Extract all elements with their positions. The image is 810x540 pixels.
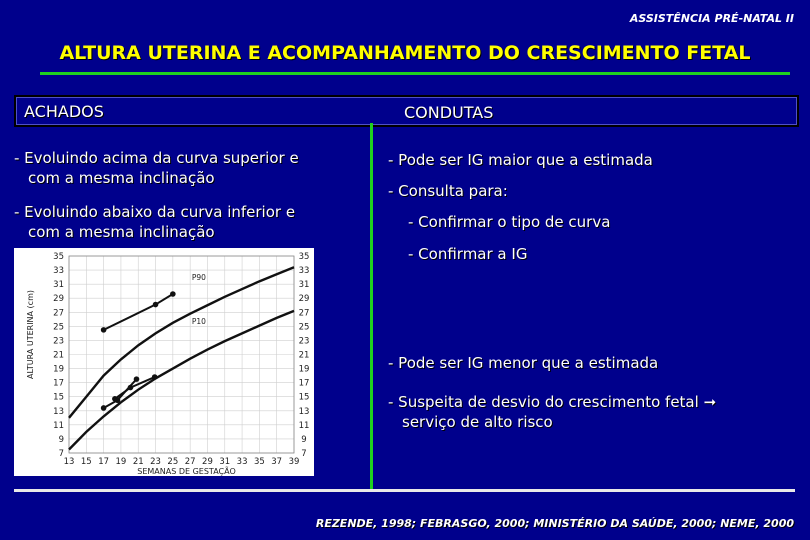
y-tick-label-left: 25 bbox=[53, 322, 64, 333]
y-tick-label-left: 11 bbox=[53, 420, 64, 431]
y-tick-label-right: 29 bbox=[298, 294, 310, 305]
achado-item-2 bbox=[14, 202, 295, 242]
chart-svg bbox=[14, 248, 314, 476]
y-tick-label-left: 35 bbox=[53, 252, 64, 262]
x-tick-label: 25 bbox=[167, 457, 179, 467]
x-tick-label: 29 bbox=[202, 457, 213, 467]
y-tick-label-left: 33 bbox=[53, 266, 64, 277]
slide-title: ALTURA UTERINA E ACOMPANHAMENTO DO CRESCIMENTO FETAL bbox=[59, 42, 751, 64]
conduta-item-4 bbox=[388, 392, 716, 432]
conduta-item-4-line1: - Suspeita de desvio do crescimento fetal bbox=[388, 393, 699, 411]
data-point bbox=[170, 291, 176, 297]
conduta-subitem-1: - Confirmar o tipo de curva bbox=[408, 213, 611, 231]
achado-item-2-line2: com a mesma inclinação bbox=[28, 223, 215, 241]
y-tick-label-left: 9 bbox=[58, 434, 64, 445]
y-axis-label: ALTURA UTERINA (cm) bbox=[26, 290, 35, 379]
x-tick-label: 23 bbox=[150, 457, 161, 467]
y-tick-label-left: 19 bbox=[53, 364, 64, 375]
y-tick-label-right: 33 bbox=[298, 266, 310, 277]
uterine-height-chart bbox=[14, 248, 314, 476]
y-tick-label-left: 27 bbox=[53, 308, 64, 319]
arrow-right-icon: ➞ bbox=[703, 393, 717, 411]
curve-label-p90: P90 bbox=[191, 272, 206, 282]
achado-item-1-line2: com a mesma inclinação bbox=[28, 169, 215, 187]
x-tick-label: 33 bbox=[236, 457, 248, 467]
columns-header bbox=[14, 95, 799, 127]
header-note: ASSISTÊNCIA PRÉ-NATAL II bbox=[629, 12, 794, 25]
references-footer: REZENDE, 1998; FEBRASGO, 2000; MINISTÉRIO DA SAÚDE, 2000; NEME, 2000 bbox=[315, 517, 794, 530]
x-tick-label: 27 bbox=[184, 457, 196, 467]
x-tick-label: 35 bbox=[253, 457, 265, 467]
y-tick-label-right: 7 bbox=[301, 449, 307, 459]
data-point bbox=[153, 302, 159, 308]
data-point bbox=[152, 374, 158, 380]
y-tick-label-left: 15 bbox=[53, 392, 64, 403]
achado-item-1-line1: - Evoluindo acima da curva superior e bbox=[14, 149, 299, 167]
y-tick-label-right: 27 bbox=[298, 308, 310, 319]
x-tick-label: 37 bbox=[271, 457, 283, 467]
y-tick-label-left: 23 bbox=[53, 336, 64, 347]
data-point bbox=[101, 405, 107, 411]
y-tick-label-right: 15 bbox=[298, 392, 310, 403]
data-point bbox=[115, 397, 121, 403]
y-tick-label-right: 25 bbox=[298, 322, 310, 333]
x-tick-label: 39 bbox=[288, 457, 300, 467]
column-divider bbox=[370, 123, 373, 489]
x-tick-label: 19 bbox=[115, 457, 127, 467]
x-tick-label: 15 bbox=[80, 457, 92, 467]
y-tick-label-right: 9 bbox=[301, 434, 307, 445]
data-point bbox=[101, 327, 107, 333]
y-tick-label-right: 19 bbox=[298, 364, 310, 375]
x-tick-label: 21 bbox=[132, 457, 144, 467]
y-tick-label-left: 29 bbox=[53, 294, 64, 305]
y-tick-label-right: 31 bbox=[298, 280, 310, 291]
conduta-item-4-line2: serviço de alto risco bbox=[402, 413, 553, 431]
y-tick-label-right: 23 bbox=[298, 336, 310, 347]
conduta-item-3: - Pode ser IG menor que a estimada bbox=[388, 354, 659, 372]
data-point bbox=[134, 376, 140, 382]
x-tick-label: 17 bbox=[98, 457, 110, 467]
conduta-item-1: - Pode ser IG maior que a estimada bbox=[388, 151, 653, 169]
y-tick-label-left: 7 bbox=[58, 449, 64, 459]
y-tick-label-right: 11 bbox=[298, 420, 310, 431]
x-axis-label: SEMANAS DE GESTAÇÃO bbox=[137, 467, 236, 476]
y-tick-label-right: 21 bbox=[298, 350, 310, 361]
title-underline bbox=[40, 72, 790, 75]
column-label-achados: ACHADOS bbox=[24, 102, 104, 121]
conduta-item-2: - Consulta para: bbox=[388, 182, 508, 200]
bottom-rule bbox=[14, 489, 795, 492]
y-tick-label-left: 17 bbox=[53, 378, 64, 389]
column-label-condutas: CONDUTAS bbox=[404, 103, 494, 122]
series-line-1 bbox=[69, 267, 294, 418]
y-tick-label-right: 17 bbox=[298, 378, 310, 389]
conduta-subitem-2: - Confirmar a IG bbox=[408, 245, 528, 263]
curve-label-p10: P10 bbox=[191, 317, 206, 327]
x-tick-label: 31 bbox=[219, 457, 231, 467]
y-tick-label-right: 35 bbox=[298, 252, 310, 262]
y-tick-label-left: 31 bbox=[53, 280, 64, 291]
y-tick-label-left: 21 bbox=[53, 350, 64, 361]
achado-item-1 bbox=[14, 148, 299, 188]
y-tick-label-left: 13 bbox=[53, 406, 64, 417]
achado-item-2-line1: - Evoluindo abaixo da curva inferior e bbox=[14, 203, 296, 221]
x-tick-label: 13 bbox=[63, 457, 75, 467]
y-tick-label-right: 13 bbox=[298, 406, 310, 417]
